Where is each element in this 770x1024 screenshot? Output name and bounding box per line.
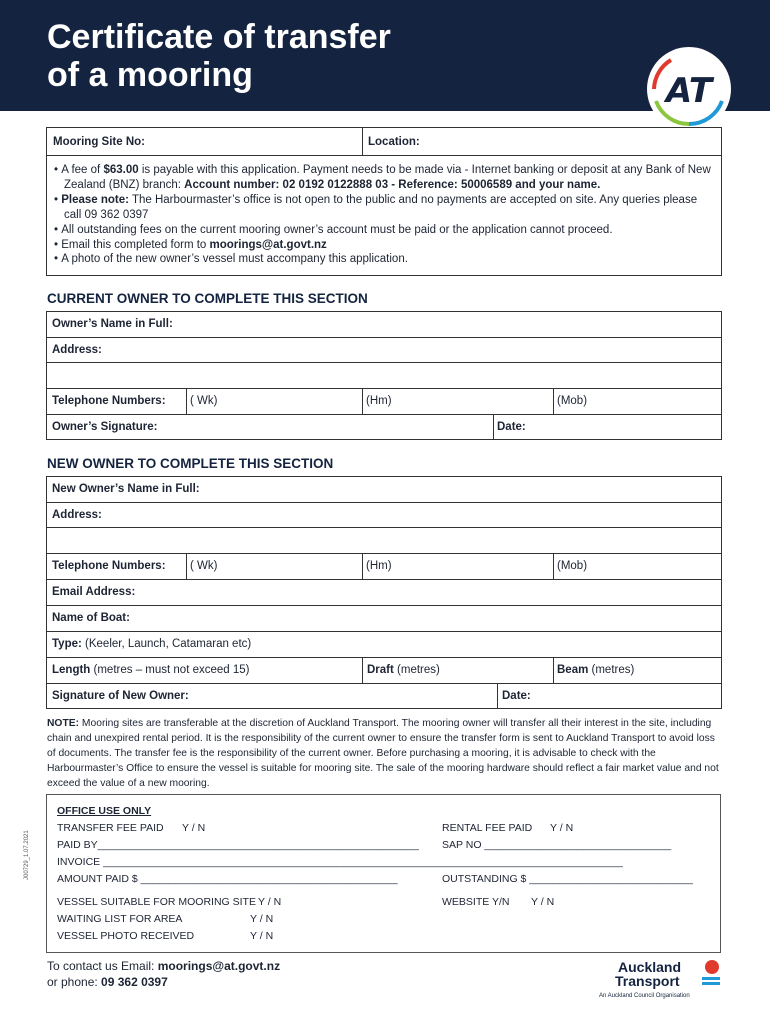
vessel-photo-label: VESSEL PHOTO RECEIVED bbox=[57, 930, 195, 942]
boat-type-field[interactable]: Type: (Keeler, Launch, Catamaran etc) bbox=[52, 638, 252, 650]
divider bbox=[186, 388, 187, 414]
note-item: • A fee of $63.00 is payable with this application. Payment needs to be made via - Internet banking or deposit at any Bank of New Zealand (BNZ) branch: Account number: 02 0192 0122888 03 - Reference: 50006589 and your name. bbox=[54, 164, 711, 191]
note-item: • Email this completed form to moorings@at.govt.nz bbox=[54, 238, 327, 251]
divider bbox=[493, 414, 494, 440]
vessel-photo-yn[interactable]: Y / N bbox=[250, 930, 274, 942]
new-owner-phone-label: Telephone Numbers: bbox=[52, 560, 166, 572]
logo-line-1: Auckland bbox=[618, 959, 682, 975]
new-owner-phone-hm-field[interactable]: (Hm) bbox=[366, 560, 392, 572]
boat-name-field[interactable]: Name of Boat: bbox=[52, 612, 130, 624]
divider bbox=[186, 553, 187, 579]
divider bbox=[46, 683, 722, 684]
email-link[interactable]: moorings@at.govt.nz bbox=[209, 238, 327, 251]
vessel-suitable-label: VESSEL SUITABLE FOR MOORING SITE bbox=[57, 896, 256, 908]
owner-phone-mob-field[interactable]: (Mob) bbox=[557, 395, 588, 407]
current-owner-heading: CURRENT OWNER TO COMPLETE THIS SECTION bbox=[47, 291, 368, 306]
divider bbox=[46, 502, 722, 503]
owner-name-field[interactable]: Owner’s Name in Full: bbox=[52, 318, 173, 330]
divider bbox=[46, 388, 722, 389]
logo-line-2: Transport bbox=[615, 973, 680, 989]
new-owner-phone-mob-field[interactable]: (Mob) bbox=[557, 560, 588, 572]
outstanding-field[interactable]: OUTSTANDING $ ____________________________ bbox=[442, 873, 693, 885]
sap-no-field[interactable]: SAP NO ________________________________ bbox=[442, 839, 672, 851]
transfer-fee-label: TRANSFER FEE PAID bbox=[57, 822, 164, 834]
at-logo-icon bbox=[646, 46, 732, 132]
divider bbox=[46, 605, 722, 606]
transfer-fee-yn[interactable]: Y / N bbox=[182, 822, 206, 834]
divider bbox=[46, 553, 722, 554]
contact-email-link[interactable]: moorings@at.govt.nz bbox=[157, 959, 281, 973]
logo-tagline: An Auckland Council Organisation bbox=[599, 993, 690, 999]
fee-notes bbox=[54, 163, 714, 267]
divider bbox=[46, 631, 722, 632]
divider bbox=[46, 362, 722, 363]
note-item: • A photo of the new owner’s vessel must accompany this application. bbox=[54, 253, 408, 266]
paid-by-field[interactable]: PAID BY_______________________________________________________ bbox=[57, 839, 419, 851]
draft-field[interactable]: Draft (metres) bbox=[367, 664, 440, 676]
divider bbox=[46, 337, 722, 338]
divider bbox=[46, 414, 722, 415]
email-address-field[interactable]: Email Address: bbox=[52, 586, 136, 598]
divider bbox=[362, 553, 363, 579]
invoice-field[interactable]: INVOICE _________________________________________________________________________________________ bbox=[57, 856, 623, 868]
new-owner-date-field[interactable]: Date: bbox=[502, 690, 531, 702]
owner-date-field[interactable]: Date: bbox=[497, 421, 526, 433]
at-logo-text: AT bbox=[665, 71, 713, 111]
office-use-heading: OFFICE USE ONLY bbox=[57, 805, 152, 817]
transfer-note: NOTE: Mooring sites are transferable at the discretion of Auckland Transport. The mooring owner will transfer all their interest in the site, including chain and unexpired rental period. It is the responsibility of the current owner to ensure the transfer form is sent to Auckland Transport to avoid loss of documents. The transfer fee is the responsibility of the current owner. Before purchasing a mooring, it is advisable to check with the Harbourmaster’s Office to ensure the vessel is suitable for mooring site. The sale of the mooring hardware should reflect a fair market value and not exceed the value of a new mooring. bbox=[47, 718, 719, 789]
owner-address-field[interactable]: Address: bbox=[52, 344, 102, 356]
divider bbox=[46, 579, 722, 580]
divider bbox=[362, 657, 363, 683]
form-code: J00729_1.07.2021 bbox=[24, 830, 30, 880]
divider bbox=[46, 155, 722, 156]
owner-phone-hm-field[interactable]: (Hm) bbox=[366, 395, 392, 407]
owner-phone-label: Telephone Numbers: bbox=[52, 395, 166, 407]
website-label: WEBSITE Y/N bbox=[442, 896, 510, 908]
title-line-1: Certificate of transfer bbox=[47, 18, 391, 56]
rental-fee-yn[interactable]: Y / N bbox=[550, 822, 574, 834]
divider bbox=[553, 657, 554, 683]
divider bbox=[46, 527, 722, 528]
beam-field[interactable]: Beam (metres) bbox=[557, 664, 635, 676]
divider bbox=[362, 127, 363, 155]
title-line-2: of a mooring bbox=[47, 56, 253, 94]
contact-phone-line: or phone: 09 362 0397 bbox=[47, 975, 168, 989]
divider bbox=[497, 683, 498, 709]
note-item: • Please note: The Harbourmaster’s office is not open to the public and no payments are accepted on site. Any queries please call 09 362 0397 bbox=[54, 193, 698, 221]
note-item: • All outstanding fees on the current mooring owner’s account must be paid or the application cannot proceed. bbox=[54, 223, 613, 236]
mooring-site-field[interactable]: Mooring Site No: bbox=[53, 136, 145, 148]
rental-fee-label: RENTAL FEE PAID bbox=[442, 822, 533, 834]
new-owner-signature-field[interactable]: Signature of New Owner: bbox=[52, 690, 189, 702]
vessel-suitable-yn[interactable]: Y / N bbox=[258, 896, 282, 908]
divider bbox=[46, 657, 722, 658]
length-field[interactable]: Length (metres – must not exceed 15) bbox=[52, 664, 250, 676]
new-owner-address-field[interactable]: Address: bbox=[52, 509, 102, 521]
new-owner-heading: NEW OWNER TO COMPLETE THIS SECTION bbox=[47, 456, 334, 471]
auckland-transport-logo-icon bbox=[598, 958, 722, 1000]
location-field[interactable]: Location: bbox=[368, 136, 420, 148]
divider bbox=[362, 388, 363, 414]
owner-phone-wk-field[interactable]: ( Wk) bbox=[190, 395, 218, 407]
contact-phone: 09 362 0397 bbox=[101, 975, 168, 989]
divider bbox=[553, 553, 554, 579]
divider bbox=[553, 388, 554, 414]
website-yn[interactable]: Y / N bbox=[531, 896, 555, 908]
contact-info bbox=[47, 958, 280, 990]
page-title bbox=[47, 18, 391, 94]
new-owner-phone-wk-field[interactable]: ( Wk) bbox=[190, 560, 218, 572]
contact-email-line: To contact us Email: moorings@at.govt.nz bbox=[47, 959, 281, 973]
waiting-list-label: WAITING LIST FOR AREA bbox=[57, 913, 183, 925]
new-owner-name-field[interactable]: New Owner’s Name in Full: bbox=[52, 483, 200, 495]
owner-signature-field[interactable]: Owner’s Signature: bbox=[52, 421, 158, 433]
amount-paid-field[interactable]: AMOUNT PAID $ ____________________________________________ bbox=[57, 873, 398, 885]
waiting-list-yn[interactable]: Y / N bbox=[250, 913, 274, 925]
